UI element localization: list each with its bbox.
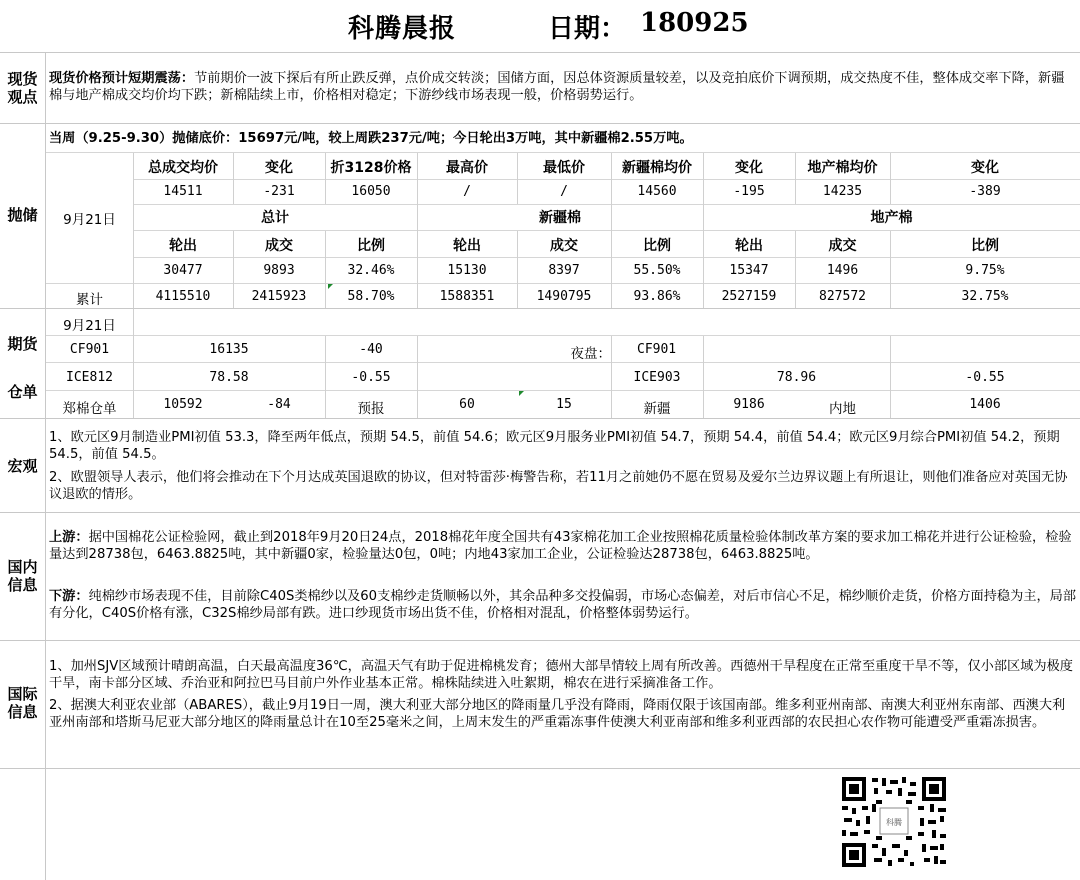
sub-header: 成交 bbox=[265, 238, 293, 254]
sub-header: 比例 bbox=[643, 238, 671, 254]
day-value: 1496 bbox=[826, 263, 859, 278]
spot-paragraph bbox=[49, 70, 1077, 104]
reserve-summary: 当周（9.25-9.30）抛储底价：15697元/吨，较上周跌237元/吨；今日轮出3万吨，其中新疆棉2.55万吨。 bbox=[49, 131, 693, 146]
macro-paragraph-2: 2、欧盟领导人表示，他们将会推动在下个月达成英国退欧的协议，但对特雷莎·梅警告称，若11月之前她仍不愿在贸易及爱尔兰边界议题上有所退让，则他们准备应对英国无协议退欧的情形。 bbox=[49, 470, 1068, 502]
warehouse-value: 10592 bbox=[163, 397, 203, 412]
group-header-total: 总计 bbox=[261, 210, 289, 226]
divider bbox=[0, 308, 1080, 309]
cumulative-value: 827572 bbox=[819, 289, 866, 304]
warehouse-change: -84 bbox=[267, 397, 291, 412]
price-value: / bbox=[560, 184, 568, 199]
upstream-lead: 上游： bbox=[49, 530, 89, 545]
price-value: -231 bbox=[263, 184, 295, 199]
cumulative-value: 4115510 bbox=[155, 289, 211, 304]
grid-line bbox=[46, 152, 1080, 153]
cumulative-value: 1490795 bbox=[536, 289, 592, 304]
day-value: 32.46% bbox=[347, 263, 395, 278]
price-header: 新疆棉均价 bbox=[622, 160, 692, 176]
cf-change: -40 bbox=[359, 342, 383, 357]
ice-price: 78.58 bbox=[209, 370, 249, 385]
date-value: 180925 bbox=[640, 8, 749, 38]
ice-contract: ICE812 bbox=[66, 370, 113, 385]
futures-date: 9月21日 bbox=[63, 318, 116, 334]
grid-line bbox=[133, 179, 1080, 180]
price-value: -195 bbox=[733, 184, 765, 199]
sub-header: 轮出 bbox=[453, 238, 481, 254]
comment-marker bbox=[519, 391, 524, 396]
forecast-value: 60 bbox=[459, 397, 475, 412]
qr-code-image bbox=[838, 774, 950, 870]
night-ice-price: 78.96 bbox=[776, 370, 817, 385]
forecast-change: 15 bbox=[556, 397, 572, 412]
title-row bbox=[0, 0, 1080, 53]
cumulative-label: 累计 bbox=[76, 292, 103, 308]
price-header: 地产棉均价 bbox=[807, 160, 878, 176]
cf-price: 16135 bbox=[209, 342, 249, 357]
price-header: 最低价 bbox=[543, 160, 585, 176]
report-title: 科腾晨报 bbox=[348, 14, 457, 44]
price-value: 14560 bbox=[637, 184, 677, 199]
grid-line bbox=[133, 204, 1080, 205]
domestic-upstream bbox=[49, 529, 1077, 563]
domestic-label-line2: 信息 bbox=[7, 576, 38, 594]
downstream-text: 纯棉纱市场表现不佳，目前除C40S类棉纱以及60支棉纱走货顺畅以外，其余品种多交投偏弱，市场心态偏差，对后市信心不足，棉纱顺价走货，价格方面持稳为主，局部有分化，C40S价格有涨，C32S棉纱局部有跌。进口纱现货市场出货不佳，价格相对混乱，价格整体弱势运行。 bbox=[49, 589, 1077, 621]
price-value: 14511 bbox=[163, 184, 203, 199]
divider bbox=[0, 512, 1080, 513]
grid-line bbox=[46, 390, 1080, 391]
domestic-label-cell bbox=[0, 513, 46, 640]
price-header: 变化 bbox=[265, 160, 293, 176]
grid-line bbox=[46, 362, 1080, 363]
spot-text: 节前期价一波下探后有所止跌反弹，点价成交转淡；国储方面，因总体资源质量较差，以及竞拍底价下调预期，成交热度不佳，整体成交率下降，新疆棉与地产棉成交均价均下跌；新棉陆续上市，价格相对稳定；下游纱线市场表现一般，价格弱势运行。 bbox=[49, 71, 1065, 103]
divider bbox=[0, 640, 1080, 641]
spot-label-line2: 观点 bbox=[7, 88, 38, 106]
grid-line bbox=[46, 283, 1080, 284]
sub-header: 比例 bbox=[971, 238, 999, 254]
price-header: 变化 bbox=[971, 160, 999, 176]
night-ice-change: -0.55 bbox=[965, 370, 1005, 385]
cumulative-value: 58.70% bbox=[347, 289, 395, 304]
price-value: 14235 bbox=[822, 184, 863, 199]
intl-label-line1: 国际 bbox=[7, 685, 38, 703]
macro-label: 宏观 bbox=[7, 457, 38, 475]
price-header: 最高价 bbox=[446, 160, 488, 176]
price-header: 折3128价格 bbox=[330, 160, 412, 176]
inland-label: 内地 bbox=[829, 401, 856, 417]
divider bbox=[0, 418, 1080, 419]
xinjiang-value: 9186 bbox=[733, 397, 765, 412]
day-value: 9.75% bbox=[965, 263, 1005, 278]
inland-value: 1406 bbox=[969, 397, 1001, 412]
domestic-label-line1: 国内 bbox=[7, 558, 38, 576]
day-value: 55.50% bbox=[633, 263, 681, 278]
macro-label-cell bbox=[0, 419, 46, 512]
day-value: 9893 bbox=[263, 263, 295, 278]
price-value: 16050 bbox=[351, 184, 391, 199]
divider bbox=[0, 768, 1080, 769]
reserve-label: 抛储 bbox=[7, 206, 38, 224]
price-header: 变化 bbox=[735, 160, 763, 176]
qr-center-logo: 科腾 bbox=[886, 818, 902, 827]
sub-header: 轮出 bbox=[169, 238, 197, 254]
intl-paragraph-2: 2、据澳大利亚农业部（ABARES），截止9月19日一周，澳大利亚大部分地区的降雨量几乎没有降雨，降雨仅限于该国南部。维多利亚州南部、南澳大利亚州东南部、西澳大利亚州南部和塔斯马尼亚大部分地区的降雨量总计在10至25毫米之间，上周末发生的严重霜冻事件使澳大利亚南部和维多利亚西部的农民担心农作物可能遭受严重霜冻损害。 bbox=[49, 698, 1066, 730]
grid-line bbox=[133, 257, 1080, 258]
warehouse-name: 郑棉仓单 bbox=[62, 401, 117, 417]
futures-label: 期货 bbox=[7, 335, 38, 353]
divider bbox=[0, 123, 1080, 124]
intl-label-line2: 信息 bbox=[7, 703, 38, 721]
spot-label-cell bbox=[0, 52, 46, 123]
cumulative-value: 93.86% bbox=[633, 289, 681, 304]
day-value: 15347 bbox=[729, 263, 769, 278]
sub-header: 轮出 bbox=[735, 238, 763, 254]
cumulative-value: 32.75% bbox=[961, 289, 1009, 304]
empty-label-cell bbox=[0, 769, 46, 880]
day-value: 8397 bbox=[548, 263, 580, 278]
day-value: 30477 bbox=[163, 263, 203, 278]
downstream-lead: 下游： bbox=[49, 589, 89, 604]
spot-label-line1: 现货 bbox=[7, 70, 38, 88]
domestic-downstream bbox=[49, 588, 1077, 622]
price-value: -389 bbox=[969, 184, 1001, 199]
night-session-label: 夜盘： bbox=[570, 346, 611, 362]
cumulative-value: 2415923 bbox=[251, 289, 307, 304]
group-header-local: 地产棉 bbox=[870, 210, 913, 226]
reserve-date: 9月21日 bbox=[63, 212, 116, 228]
warehouse-label: 仓单 bbox=[7, 383, 38, 401]
cumulative-value: 1588351 bbox=[439, 289, 495, 304]
night-ice-contract: ICE903 bbox=[633, 370, 681, 385]
reserve-label-cell bbox=[0, 124, 46, 308]
group-header-xinjiang: 新疆棉 bbox=[539, 210, 581, 226]
night-cf-contract: CF901 bbox=[637, 342, 677, 357]
spot-lead: 现货价格预计短期震荡： bbox=[49, 71, 195, 86]
xinjiang-label: 新疆 bbox=[643, 401, 671, 417]
macro-paragraph-1: 1、欧元区9月制造业PMI初值 53.3，降至两年低点，预期 54.5，前值 54.6；欧元区9月服务业PMI初值 54.7，预期 54.4，前值 54.4；欧元区9月综合PMI初值 54.2，预期 54.5，前值 54.5。 bbox=[49, 430, 1060, 462]
cf-contract: CF901 bbox=[69, 342, 110, 357]
cumulative-value: 2527159 bbox=[721, 289, 777, 304]
price-header: 总成交均价 bbox=[148, 160, 218, 176]
intl-label-cell bbox=[0, 641, 46, 768]
date-label: 日期： bbox=[548, 14, 627, 44]
upstream-text: 据中国棉花公证检验网，截止到2018年9月20日24点，2018棉花年度全国共有43家棉花加工企业按照棉花质量检验体制改革方案的要求加工棉花并进行公证检验，检验量达到28738包，6463.8825吨，其中新疆0家，检验量达0包，0吨；内地43家加工企业，公证检验达28738包，6463.8825吨。 bbox=[49, 530, 1072, 562]
sub-header: 比例 bbox=[357, 238, 385, 254]
day-value: 15130 bbox=[447, 263, 487, 278]
sub-header: 成交 bbox=[828, 238, 857, 254]
intl-paragraph-1: 1、加州SJV区域预计晴朗高温，白天最高温度36℃，高温天气有助于促进棉桃发育；德州大部旱情较上周有所改善。西德州干旱程度在正常至重度干旱不等，仅小部区域为极度干旱，南卡部分区域、乔治亚和阿拉巴马目前户外作业基本正常。棉株陆续进入吐絮期，棉农在进行采摘准备工作。 bbox=[49, 659, 1073, 691]
futures-label-cell bbox=[0, 309, 46, 418]
price-value: / bbox=[463, 184, 471, 199]
grid-line bbox=[133, 230, 1080, 231]
ice-change: -0.55 bbox=[351, 370, 391, 385]
forecast-label: 预报 bbox=[357, 401, 385, 417]
grid-line bbox=[46, 335, 1080, 336]
sub-header: 成交 bbox=[550, 238, 578, 254]
